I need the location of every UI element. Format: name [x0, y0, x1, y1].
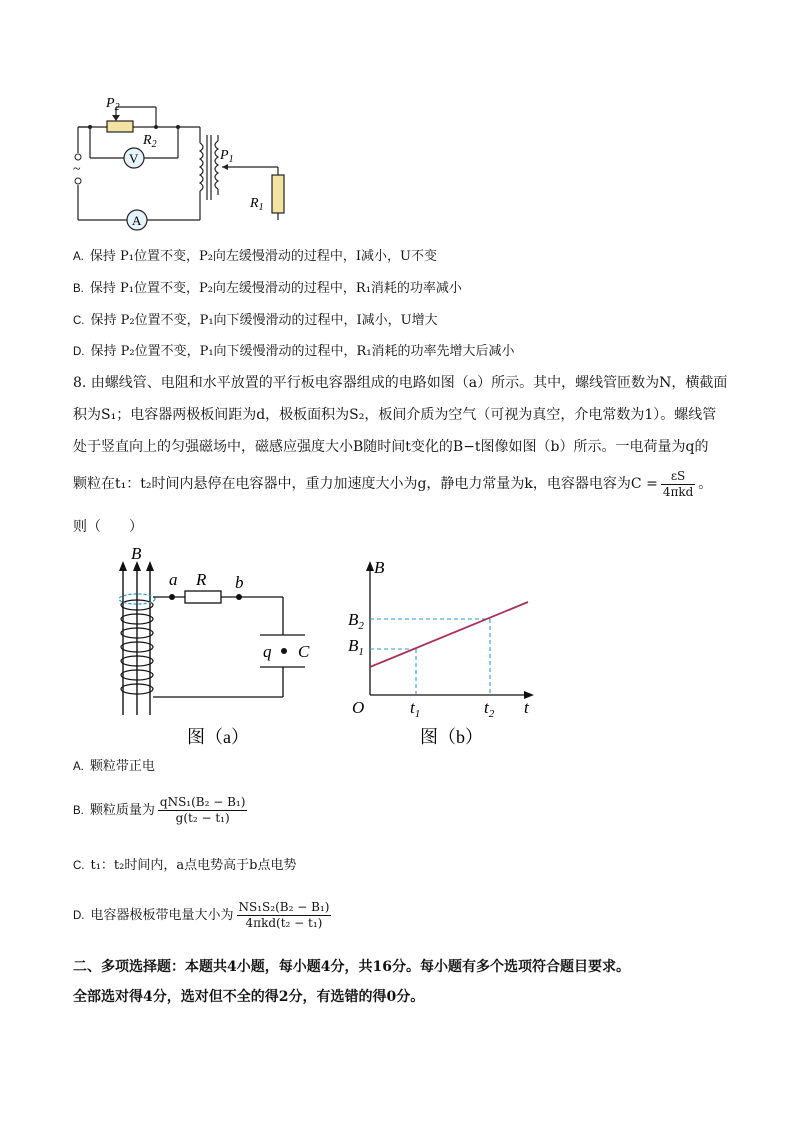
q8-option-a: A. 颗粒带正电: [73, 759, 155, 774]
ammeter-label: A: [132, 213, 142, 228]
q8-option-c: C. t₁：t₂时间内，a点电势高于b点电势: [73, 858, 297, 873]
section-2-heading-line-1: 二、多项选择题：本题共4小题，每小题4分，共16分。每小题有多个选项符合题目要求。: [73, 959, 630, 975]
fig-a-b-point-label: b: [235, 573, 244, 592]
section-2-heading-line-2: 全部选对得4分，选对但不全的得2分，有选错的得0分。: [73, 989, 425, 1005]
fig-a-q-label: q: [263, 642, 272, 661]
q8-stem-line-3: 处于竖直向上的匀强磁场中，磁感应强度大小B随时间t变化的B−t图像如图（b）所示。一电荷量为q的: [73, 439, 709, 455]
q8-stem-line-2: 积为S₁；电容器两极板间距为d，极板面积为S₂，板间介质为空气（可视为真空，介电常数为1）。螺线管: [73, 407, 717, 423]
voltmeter-label: V: [129, 151, 139, 166]
mass-formula: $\frac{\text{qNS₁(B₂ − B₁)}}{\text{g(t₂ − t₁)}}$: [159, 795, 246, 825]
q8-stem-line-5: 则（ ）: [73, 519, 143, 535]
charge-formula: $\frac{\text{NS₁S₂(B₂ − B₁)}}{\text{4πkd(t₂ − t₁)}}$: [238, 900, 330, 930]
r2-label: $R_2$: [143, 133, 157, 150]
fig-b-t1-label: $t_1$: [410, 698, 421, 720]
fig-a-caption: 图（a）: [187, 727, 249, 747]
q8-option-d: D. 电容器极板带电量大小为 $\frac{\text{NS₁S₂(B₂ − B₁)}}{\text{4πkd(t₂ − t₁)}}$: [73, 900, 330, 930]
fig-a-r-label: R: [196, 570, 207, 589]
ac-source-label: ~: [73, 162, 81, 177]
capacitance-formula: $\frac{\varepsilon S}{\text{4πkd}}$: [662, 468, 694, 499]
q8-stem-line-1: 8. 由螺线管、电阻和水平放置的平行板电容器组成的电路如图（a）所示。其中，螺线管匝数为N，横截面: [73, 375, 728, 391]
fig-b-b-axis-label: B: [374, 558, 385, 577]
q8-option-b: B. 颗粒质量为 $\frac{\text{qNS₁(B₂ − B₁)}}{\text{g(t₂ − t₁)}}$: [73, 795, 246, 825]
fig-b-t2-label: $t_2$: [484, 698, 495, 720]
fig-b-caption: 图（b）: [420, 727, 483, 747]
fig-b-t-axis-label: t: [524, 698, 529, 717]
q7-option-b: B. 保持 P₁位置不变，P₂向左缓慢滑动的过程中，R₁消耗的功率减小: [73, 281, 462, 296]
fig-a-a-label: a: [169, 570, 178, 589]
q7-option-a: A. 保持 P₁位置不变，P₂向左缓慢滑动的过程中，I减小，U不变: [73, 249, 438, 264]
p1-label: $P_1$: [220, 148, 234, 165]
q8-stem-line-4: 颗粒在t₁：t₂时间内悬停在电容器中，重力加速度大小为g，静电力常量为k，电容器电容为C = $\frac{\varepsilon S}{\text{4πkd}}$ 。: [73, 468, 713, 499]
q7-option-c: C. 保持 P₂位置不变，P₁向下缓慢滑动的过程中，I减小，U增大: [73, 313, 438, 328]
fig-b-b2-label: $B_2$: [348, 610, 364, 632]
fig-a-c-label: C: [298, 642, 310, 661]
r1-label: $R_1$: [250, 196, 264, 213]
fig-a-b-label: B: [131, 545, 142, 563]
p2-label: $P_2$: [106, 96, 120, 113]
fig-b-origin-label: O: [352, 698, 365, 717]
figure-a-solenoid-circuit: [105, 545, 325, 750]
q7-option-d: D. 保持 P₂位置不变，P₁向下缓慢滑动的过程中，R₁消耗的功率先增大后减小: [73, 344, 515, 359]
transformer-circuit-diagram: [60, 95, 300, 235]
figure-b-bt-graph: [340, 555, 540, 750]
bt-line: [370, 602, 528, 667]
fig-b-b1-label: $B_1$: [348, 636, 364, 658]
